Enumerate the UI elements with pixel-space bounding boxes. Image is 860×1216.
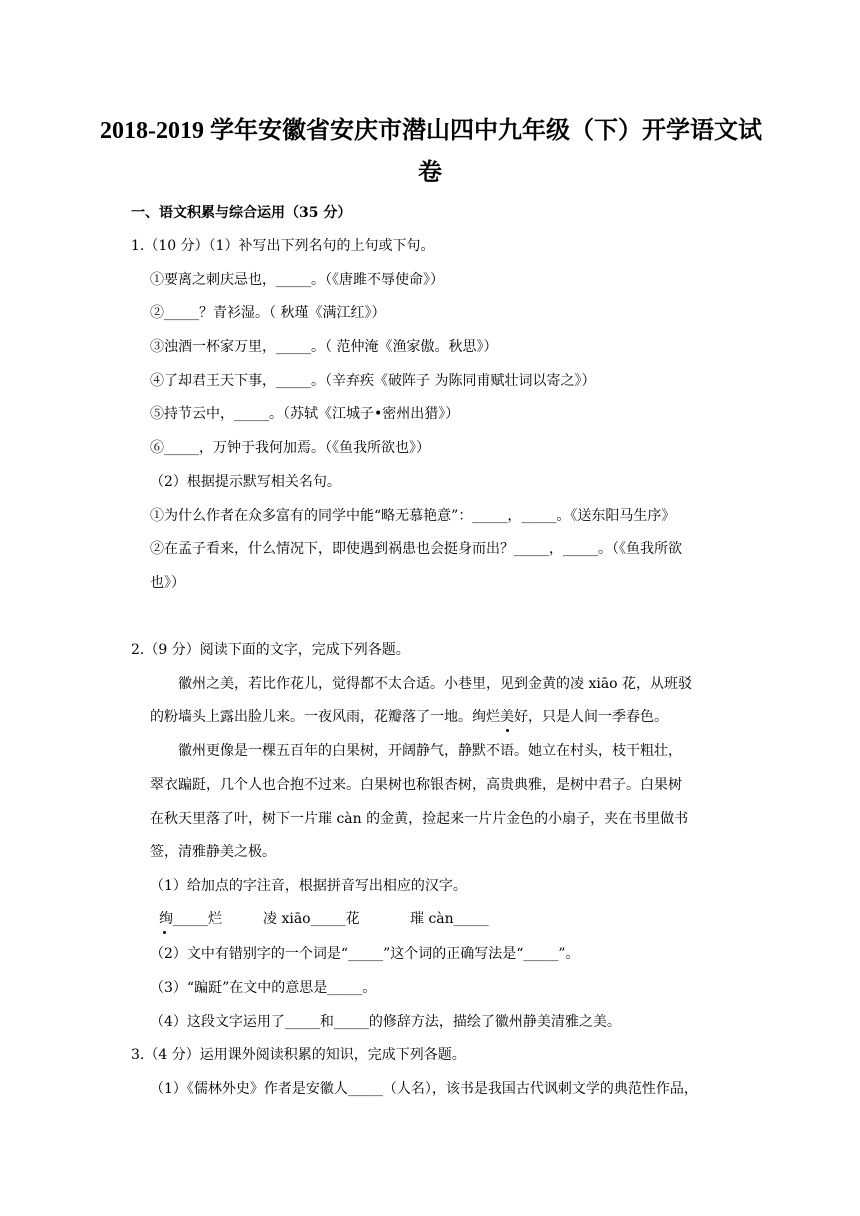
q1-item-5: ⑤持节云中，_____。（苏轼《江城子•密州出猎》） [150,406,460,422]
q2-fill-b: 凌 xiāo_____花 [263,911,360,927]
emphasis-dot [506,729,509,732]
q2-para2-line4: 签，清雅静美之极。 [150,844,276,860]
q2-para2-line3: 在秋天里落了叶，树下一片璀 càn 的金黄，捡起来一片片金色的小扇子，夹在书里做书 [150,811,689,827]
q2-sub2: （2）文中有错别字的一个词是“_____”这个词的正确写法是“_____”。 [150,946,580,962]
emphasis-dot [163,931,166,934]
q1-heading: 1.（10 分）（1）补写出下列名句的上句或下句。 [131,238,435,254]
q1-sub2-item-1: ①为什么作者在众多富有的同学中能“略无慕艳意”：_____，_____。《送东阳马生序》 [150,508,676,524]
q1-item-2: ②_____？青衫湿。（ 秋瑾《满江红》） [150,305,386,321]
q2-sub4: （4）这段文字运用了_____和_____的修辞方法，描绘了徽州静美清雅之美。 [150,1014,621,1030]
q2-para2-line2: 翠衣蹁跹，几个人也合抱不过来。白果树也称银杏树，高贵典雅，是树中君子。白果树 [150,777,682,793]
q2-fill-c: 璀 càn_____ [410,911,489,927]
q2-sub3: （3）“蹁跹”在文中的意思是_____。 [150,980,377,996]
q3-heading: 3.（4 分）运用课外阅读积累的知识，完成下列各题。 [131,1047,466,1063]
q1-item-6: ⑥_____，万钟于我何加焉。（《鱼我所欲也》） [150,440,430,456]
q2-para1-line2: 的粉墙头上露出脸儿来。一夜风雨，花瓣落了一地。绚烂美好，只是人间一季春色。 [150,709,668,725]
q1-sub2-heading: （2）根据提示默写相关名句。 [150,474,341,490]
q2-para1-line1: 徽州之美，若比作花儿，觉得都不太合适。小巷里，见到金黄的凌 xiāo 花，从班驳 [178,676,693,692]
q2-para2-line1: 徽州更像是一棵五百年的白果树，开阔静气，静默不语。她立在村头，枝干粗壮， [178,743,682,759]
section-heading: 一、语文积累与综合运用（35 分） [131,205,352,221]
q2-fill-a: 绚_____烂 [159,911,222,927]
q1-item-3: ③浊酒一杯家万里，_____。（ 范仲淹《渔家傲。秋思》） [150,339,498,355]
exam-title-line1: 2018-2019 学年安徽省安庆市潜山四中九年级（下）开学语文试 [100,118,762,144]
q1-item-4: ④了却君王天下事，_____。（辛弃疾《破阵子 为陈同甫赋壮词以寄之》） [150,373,596,389]
q2-sub1: （1）给加点的字注音，根据拼音写出相应的汉字。 [150,878,467,894]
q1-item-1: ①要离之刺庆忌也，_____。（《唐雎不辱使命》） [150,272,444,288]
q1-sub2-item-2-cont: 也》） [150,575,185,591]
q1-sub2-item-2: ②在孟子看来，什么情况下，即使遇到祸患也会挺身而出？_____，_____。（《鱼我所欲 [150,541,682,557]
q2-heading: 2.（9 分）阅读下面的文字，完成下列各题。 [131,642,410,658]
exam-title-line2: 卷 [418,160,442,186]
q3-sub1: （1）《儒林外史》作者是安徽人_____（人名），该书是我国古代讽刺文学的典范性作品， [150,1081,698,1097]
